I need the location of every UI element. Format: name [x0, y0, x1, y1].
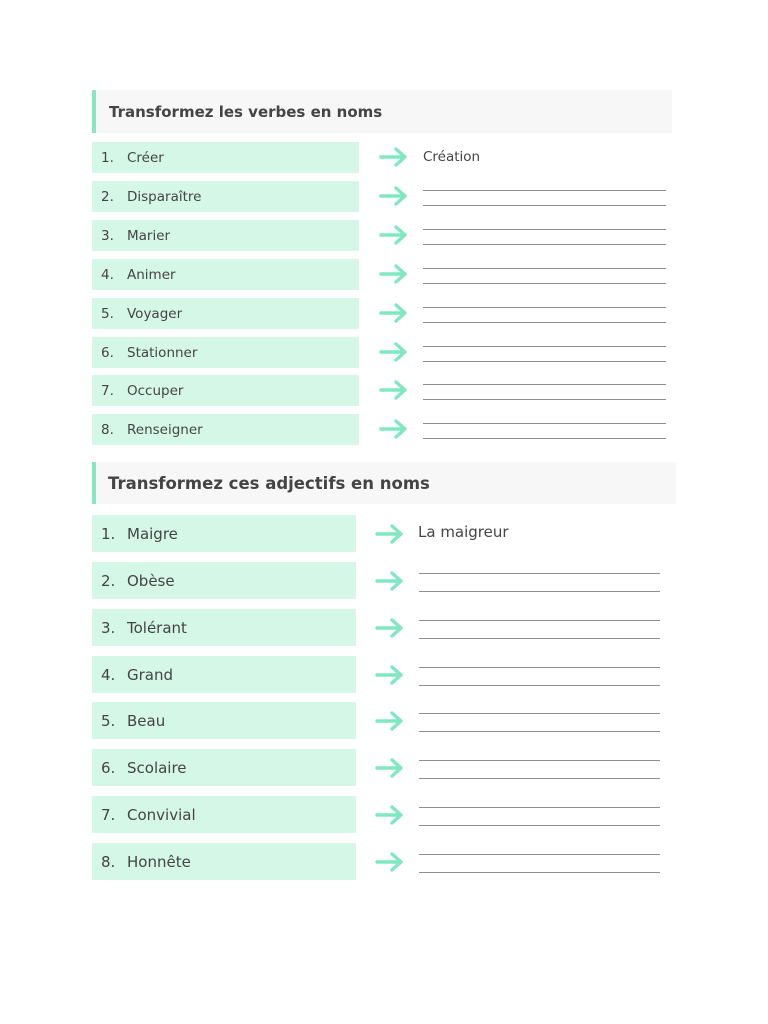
answer-line[interactable] — [419, 731, 660, 732]
word-cell — [92, 702, 356, 739]
arrow-right-icon — [375, 851, 405, 873]
section-1-title-text: Transformez les verbes en noms — [109, 102, 383, 121]
item-number: 5. — [101, 305, 114, 322]
answer-line[interactable] — [419, 667, 660, 668]
arrow-right-icon — [379, 185, 409, 207]
answer-line[interactable] — [419, 573, 660, 574]
word-cell — [92, 142, 359, 173]
word-cell — [92, 220, 359, 251]
item-word: Animer — [127, 266, 176, 283]
answer-line[interactable] — [419, 685, 660, 686]
item-number: 2. — [101, 571, 116, 590]
word-cell — [92, 181, 359, 212]
arrow-right-icon — [375, 804, 405, 826]
answer-line[interactable] — [423, 384, 666, 385]
answer-line[interactable] — [419, 620, 660, 621]
arrow-right-icon — [379, 418, 409, 440]
word-cell — [92, 298, 359, 329]
item-word: Renseigner — [127, 421, 203, 438]
word-cell — [92, 375, 359, 406]
answer-line[interactable] — [423, 229, 666, 230]
arrow-right-icon — [375, 757, 405, 779]
item-word: Stationner — [127, 344, 198, 361]
item-number: 5. — [101, 711, 116, 730]
answer-line[interactable] — [423, 361, 666, 362]
word-cell — [92, 656, 356, 693]
item-number: 1. — [101, 524, 116, 543]
answer-text: Création — [423, 149, 481, 165]
answer-line[interactable] — [423, 322, 666, 323]
item-number: 3. — [101, 227, 114, 244]
arrow-right-icon — [379, 379, 409, 401]
arrow-right-icon — [375, 523, 405, 545]
item-number: 2. — [101, 188, 114, 205]
answer-line[interactable] — [419, 638, 660, 639]
answer-line[interactable] — [423, 423, 666, 424]
item-word: Tolérant — [127, 618, 187, 637]
section-1-title — [92, 90, 672, 133]
item-word: Scolaire — [127, 758, 187, 777]
arrow-right-icon — [375, 710, 405, 732]
answer-line[interactable] — [419, 713, 660, 714]
answer-line[interactable] — [423, 399, 666, 400]
item-word: Voyager — [127, 305, 183, 322]
answer-line[interactable] — [423, 438, 666, 439]
answer-line[interactable] — [423, 205, 666, 206]
answer-line[interactable] — [419, 591, 660, 592]
arrow-right-icon — [375, 570, 405, 592]
word-cell — [92, 843, 356, 880]
word-cell — [92, 515, 356, 552]
answer-line[interactable] — [419, 807, 660, 808]
item-word: Disparaître — [127, 188, 202, 205]
word-cell — [92, 259, 359, 290]
answer-line[interactable] — [423, 244, 666, 245]
word-cell — [92, 796, 356, 833]
answer-line[interactable] — [423, 283, 666, 284]
answer-line[interactable] — [423, 190, 666, 191]
item-number: 7. — [101, 382, 114, 399]
section-2-title-text: Transformez ces adjectifs en noms — [108, 473, 430, 493]
word-cell — [92, 609, 356, 646]
item-word: Convivial — [127, 805, 196, 824]
answer-line[interactable] — [423, 346, 666, 347]
item-word: Obèse — [127, 571, 175, 590]
item-number: 3. — [101, 618, 116, 637]
item-word: Grand — [127, 665, 174, 684]
item-word: Maigre — [127, 524, 178, 543]
item-word: Honnête — [127, 852, 191, 871]
item-word: Occuper — [127, 382, 184, 399]
answer-line[interactable] — [419, 872, 660, 873]
word-cell — [92, 562, 356, 599]
answer-line[interactable] — [419, 854, 660, 855]
arrow-right-icon — [379, 224, 409, 246]
arrow-right-icon — [379, 302, 409, 324]
item-number: 6. — [101, 344, 114, 361]
item-number: 7. — [101, 805, 116, 824]
answer-line[interactable] — [423, 307, 666, 308]
word-cell — [92, 414, 359, 445]
arrow-right-icon — [375, 617, 405, 639]
item-word: Créer — [127, 149, 164, 166]
answer-line[interactable] — [419, 778, 660, 779]
item-number: 8. — [101, 421, 114, 438]
arrow-right-icon — [379, 146, 409, 168]
answer-line[interactable] — [419, 760, 660, 761]
arrow-right-icon — [375, 664, 405, 686]
item-number: 6. — [101, 758, 116, 777]
item-number: 8. — [101, 852, 116, 871]
item-number: 4. — [101, 266, 114, 283]
answer-text: La maigreur — [418, 523, 509, 541]
word-cell — [92, 337, 359, 368]
item-number: 4. — [101, 665, 116, 684]
answer-line[interactable] — [419, 825, 660, 826]
item-word: Beau — [127, 711, 166, 730]
item-word: Marier — [127, 227, 171, 244]
item-number: 1. — [101, 149, 114, 166]
word-cell — [92, 749, 356, 786]
section-2-title — [92, 462, 676, 504]
answer-line[interactable] — [423, 268, 666, 269]
arrow-right-icon — [379, 263, 409, 285]
arrow-right-icon — [379, 341, 409, 363]
